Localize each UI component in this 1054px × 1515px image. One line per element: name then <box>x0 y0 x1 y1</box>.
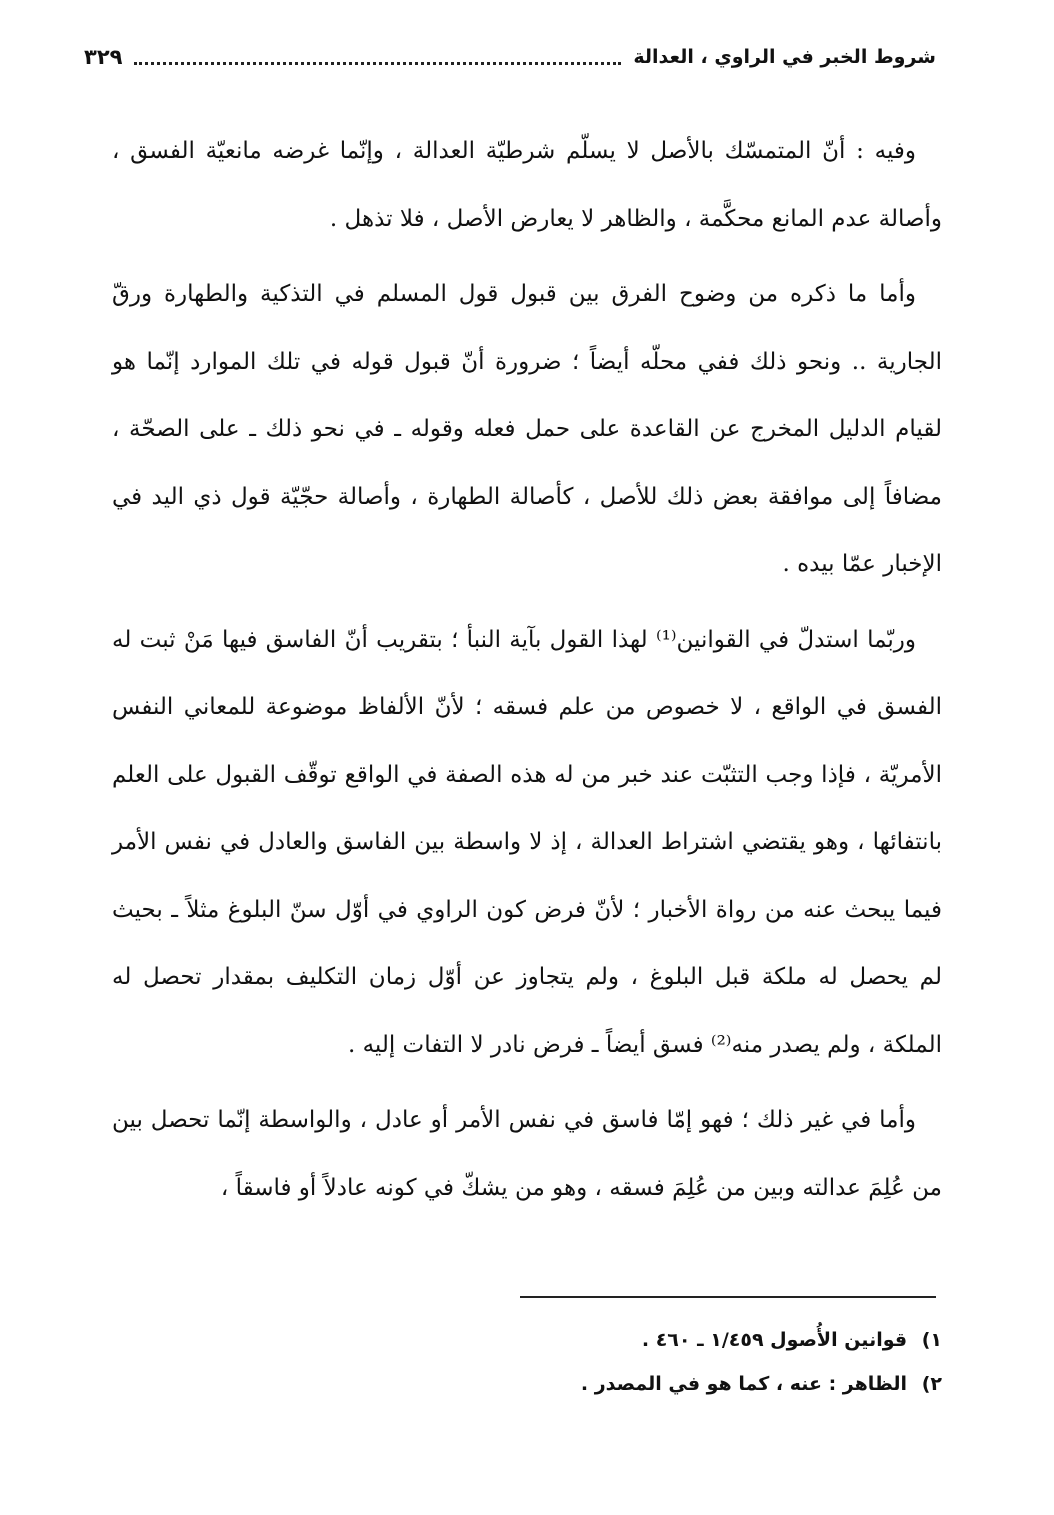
paragraph-text: وفيه : أنّ المتمسّك بالأصل لا يسلّم شرطيّة العدالة ، وإنّما غرضه مانعيّة الفسق ، وأصالة عدم المانع محكَّمة ، والظاهر لا يعارض الأصل ، فلا تذهل . <box>112 138 942 232</box>
footnote-separator <box>520 1296 936 1298</box>
running-title: شروط الخبر في الراوي ، العدالة <box>633 46 936 68</box>
header-dot-leader <box>134 62 621 65</box>
paragraph-text: وأما في غير ذلك ؛ فهو إمّا فاسق في نفس الأمر أو عادل ، والواسطة إنّما تحصل بين من عُلِمَ عدالته وبين من عُلِمَ فسقه ، وهو من يشكّ في كونه عادلاً أو فاسقاً ، <box>112 1107 942 1201</box>
paragraph <box>112 607 942 1080</box>
page-header <box>84 40 936 74</box>
footnote-item <box>112 1318 942 1362</box>
paragraph-text: وأما ما ذكره من وضوح الفرق بين قبول قول المسلم في التذكية والطهارة ورقّ الجارية .. ونحو ذلك ففي محلّه أيضاً ؛ ضرورة أنّ قبول قوله في تلك الموارد إنّما هو لقيام الدليل المخرج عن القاعدة على حمل فعله وقوله ـ في نحو ذلك ـ على الصحّة ، مضافاً إلى موافقة بعض ذلك للأصل ، كأصالة الطهارة ، وأصالة حجّيّة قول ذي اليد في الإخبار عمّا بيده . <box>112 281 942 577</box>
paragraph <box>112 261 942 599</box>
paragraph <box>112 118 942 253</box>
footnote-number: ١) <box>921 1329 942 1351</box>
body-text <box>112 118 942 1230</box>
paragraph-text: وربّما استدلّ في القوانين⁽¹⁾ لهذا القول بآية النبأ ؛ بتقريب أنّ الفاسق فيها مَنْ ثبت له الفسق في الواقع ، لا خصوص من علم فسقه ؛ لأنّ الألفاظ موضوعة للمعاني النفس الأمريّة ، فإذا وجب التثبّت عند خبر من له هذه الصفة في الواقع توقّف القبول على العلم بانتفائها ، وهو يقتضي اشتراط العدالة ، إذ لا واسطة بين الفاسق والعادل في نفس الأمر فيما يبحث عنه من رواة الأخبار ؛ لأنّ فرض كون الراوي في أوّل سنّ البلوغ مثلاً ـ بحيث لم يحصل له ملكة قبل البلوغ ، ولم يتجاوز عن أوّل زمان التكليف بمقدار تحصل له الملكة ، ولم يصدر منه⁽²⁾ فسق أيضاً ـ فرض نادر لا التفات إليه . <box>112 626 942 1058</box>
footnote-text: قوانين الأُصول ١/٤٥٩ ـ ٤٦٠ . <box>641 1329 908 1351</box>
footnotes <box>112 1318 942 1406</box>
footnote-number: ٢) <box>921 1373 942 1395</box>
footnote-text: الظاهر : عنه ، كما هو في المصدر . <box>580 1373 908 1395</box>
page-number: ٣٢٩ <box>84 45 123 69</box>
footnote-item <box>112 1362 942 1406</box>
paragraph <box>112 1087 942 1222</box>
